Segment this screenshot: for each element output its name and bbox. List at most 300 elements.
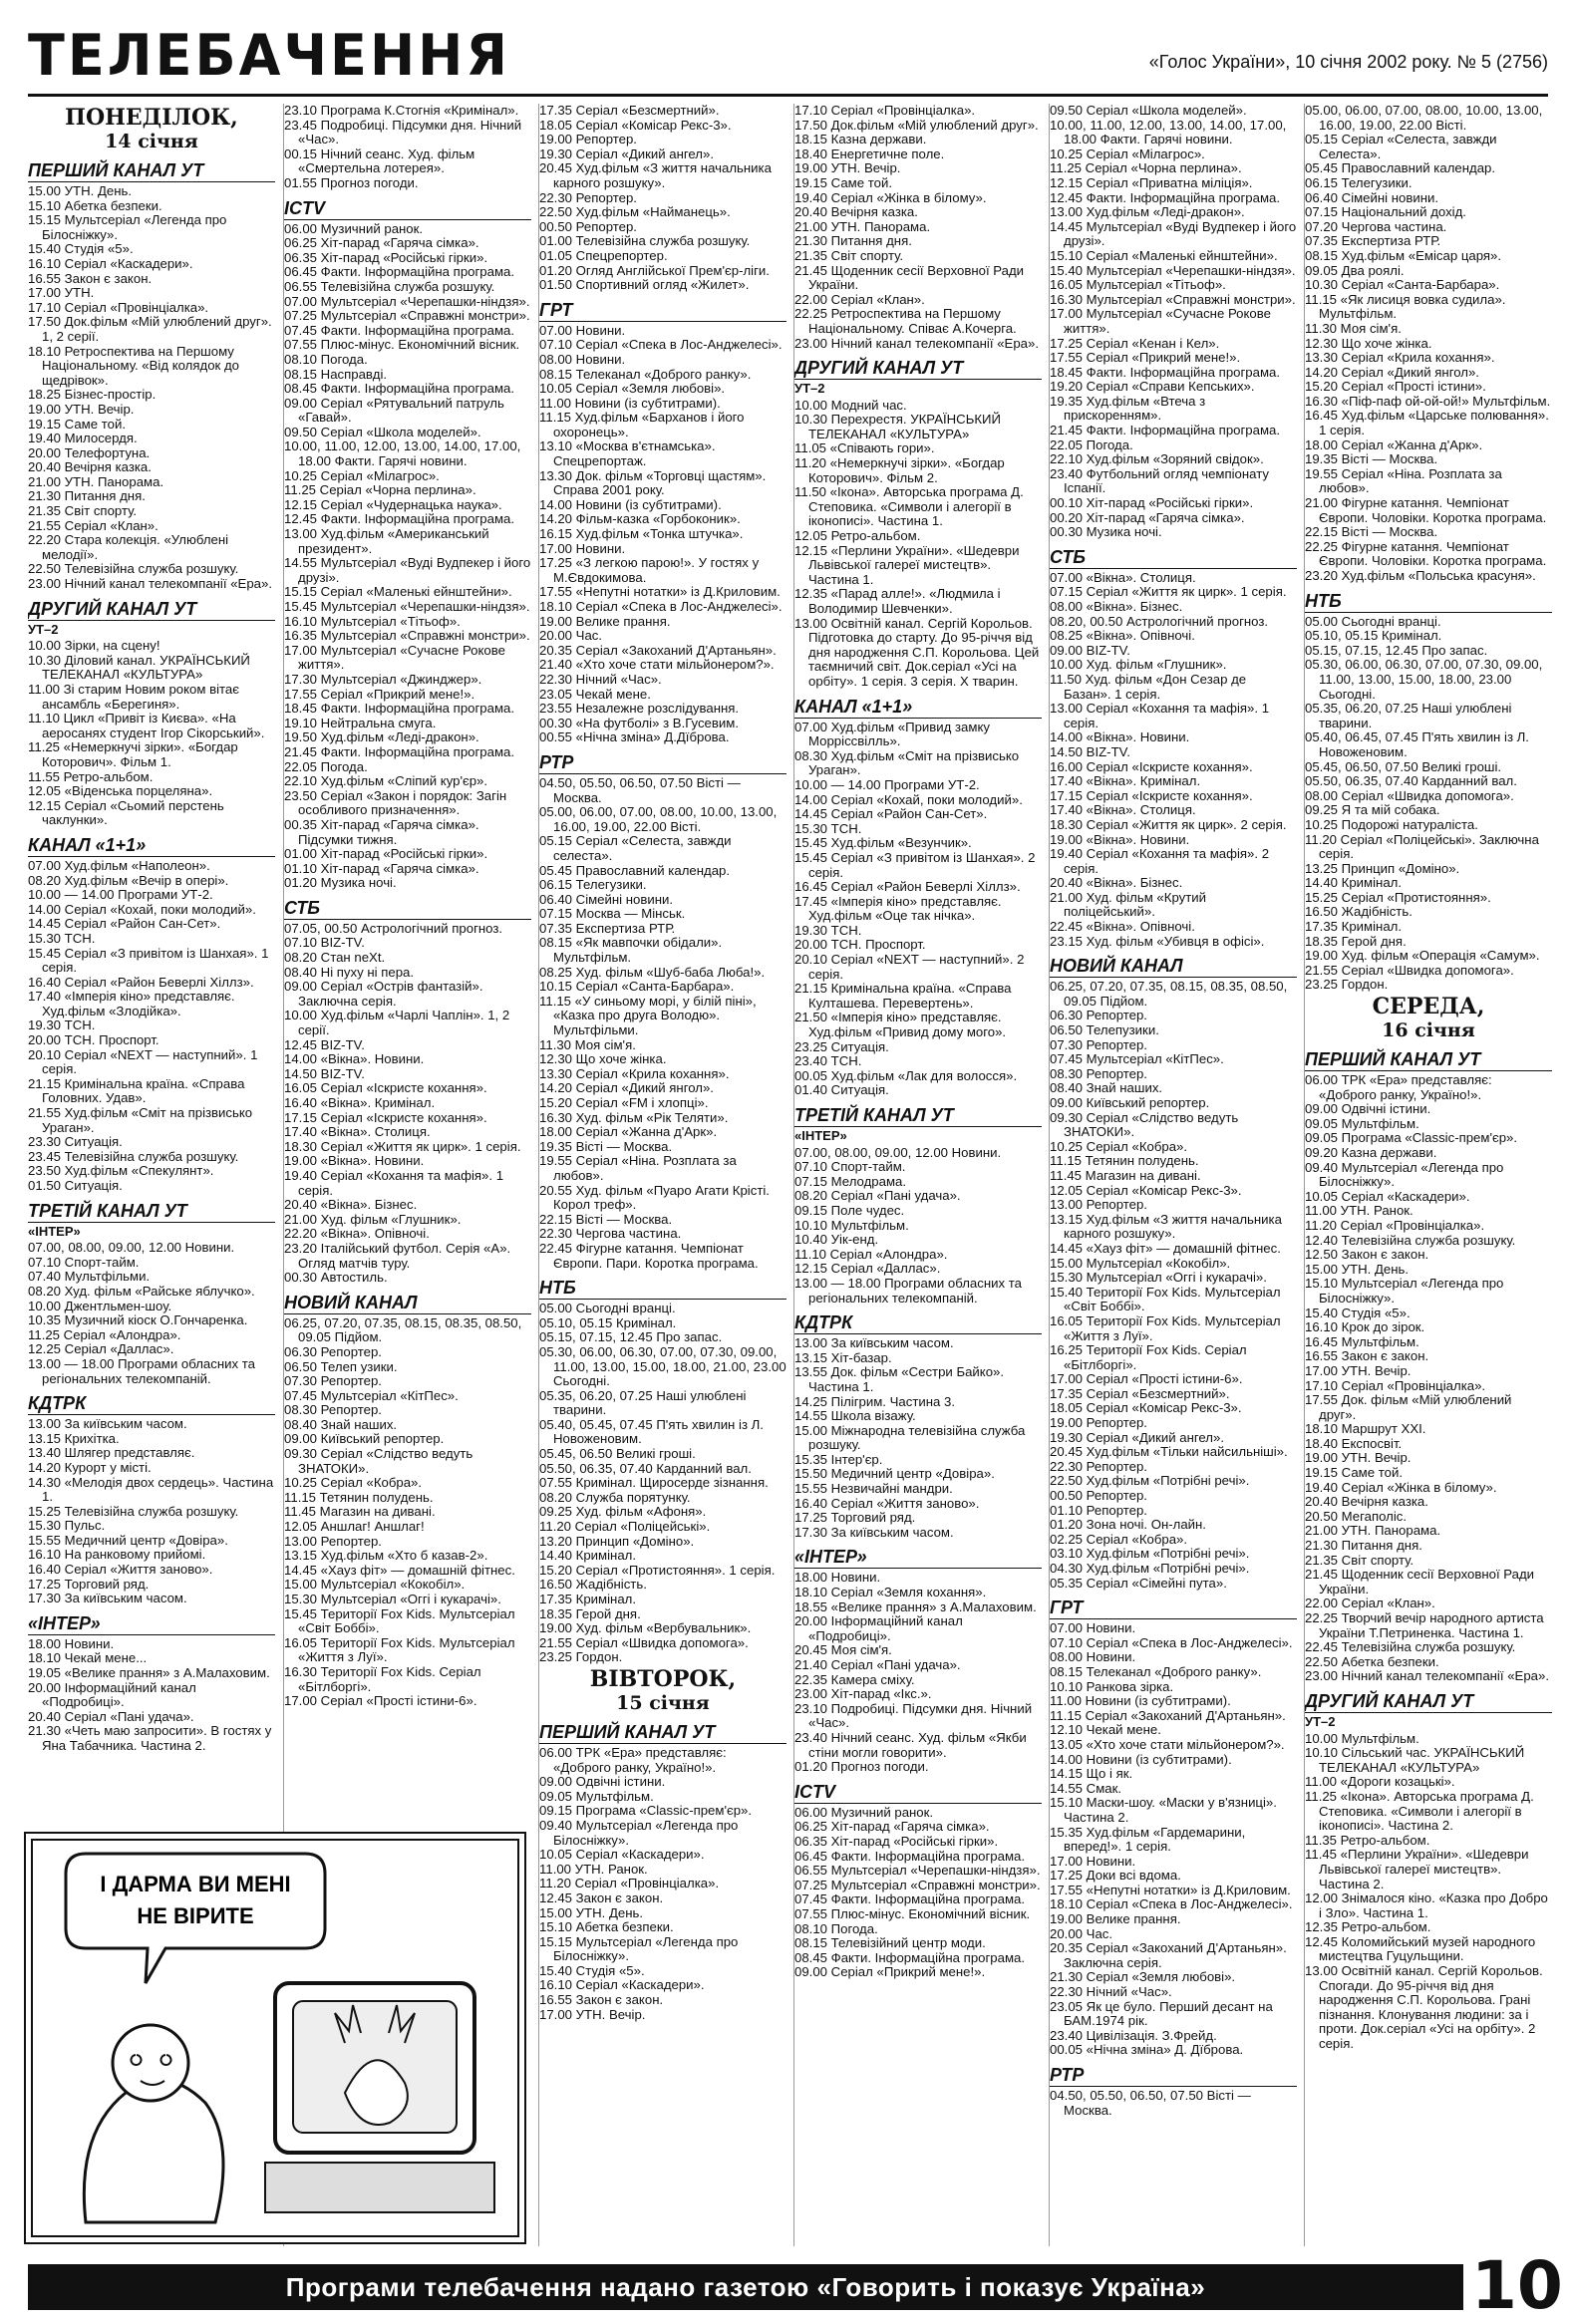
program-item: 11.20 «Немеркнучі зірки». «Богдар Которович». Фільм 2. — [794, 455, 1005, 485]
program-item: 17.40 «Імперія кіно» представляє. Худ.фільм «Злодійка». — [28, 989, 235, 1018]
program-item: 17.40 «Вікна». Кримінал. — [1050, 773, 1201, 789]
program-item: 00.50 Репортер. — [539, 218, 637, 234]
program-item: 14.00 Новини (із субтитрами). — [539, 496, 722, 512]
program-item: 01.20 Огляд Англійської Прем'єр-ліги. — [539, 262, 770, 278]
program-item: 05.15, 07.15, 12.45 Про запас. — [1305, 642, 1488, 658]
program-item: 07.35 Експертиза РТР. — [1305, 233, 1441, 249]
program-item: 09.00 Одвічні істини. — [1305, 1101, 1431, 1117]
program-item: 21.55 Худ.фільм «Сміт на прізвисько Ураган». — [28, 1105, 253, 1135]
program-item: 15.30 Мультсеріал «Оггі і кукарачі». — [284, 1592, 501, 1606]
program-item: 21.35 Світ спорту. — [1305, 1552, 1414, 1568]
program-item: 06.35 Хіт-парад «Російські гірки». — [794, 1833, 999, 1849]
program-item: 19.15 Саме той. — [794, 174, 892, 190]
program-item: 14.55 Школа візажу. — [794, 1408, 916, 1424]
program-item: 13.30 Док. фільм «Торговці щастям». Справа 2001 року. — [539, 467, 767, 498]
program-item: 23.10 Програма К.Стогнія «Кримінал». — [284, 104, 519, 118]
program-item: 04.50, 05.50, 06.50, 07.50 Вісті — Москва. — [1050, 2088, 1251, 2118]
program-item: 22.45 Фігурне катання. Чемпіонат Європи. Пари. Коротка програма. — [539, 1240, 759, 1271]
program-item: 01.00 Телевізійна служба розшуку. — [539, 233, 751, 249]
program-item: 17.00 Серіал «Прості істини-6». — [284, 1693, 477, 1709]
program-item: 15.30 Мультсеріал «Оггі і кукарачі». — [1050, 1270, 1267, 1286]
program-item: 11.45 Магазин на дивані. — [1050, 1167, 1201, 1183]
program-item: 14.00 Новини (із субтитрами). — [1050, 1751, 1232, 1767]
program-item: 11.10 Серіал «Алондра». — [794, 1246, 948, 1262]
program-item: 19.00 УТН. Вечір. — [794, 160, 901, 176]
program-item: 23.00 Хіт-парад «Ікс.». — [794, 1686, 932, 1702]
program-item: 12.15 «Перлини України». «Шедеври Львівської галереї мистецтв». Частина 1. — [794, 542, 1020, 587]
program-item: 07.45 Факти. Інформаційна програма. — [284, 322, 515, 338]
program-item: 22.10 Худ.фільм «Зоряний свідок». — [1050, 451, 1264, 467]
program-item: 22.50 Абетка безпеки. — [1305, 1653, 1439, 1669]
program-item: 08.20 Худ.фільм «Вечір в опері». — [28, 872, 229, 888]
program-item: 20.35 Серіал «Закоханий Д'Артаньян». Заключна серія. — [1050, 1940, 1287, 1970]
program-item: 16.05 Серіал «Іскристе кохання». — [284, 1080, 487, 1096]
program-item: 23.00 Нічний канал телекомпанії «Ера». — [28, 576, 272, 592]
program-item: 17.55 Серіал «Прикрий мене!». — [284, 686, 475, 702]
program-item: 19.10 Нейтральна смуга. — [284, 715, 437, 730]
program-item: 00.30 Музика ночі. — [1050, 524, 1162, 540]
program-item: 13.15 Крихітка. — [28, 1430, 120, 1446]
program-item: 06.30 Репортер. — [284, 1343, 382, 1359]
program-item: 22.05 Погода. — [1050, 436, 1133, 452]
program-item: 21.30 Питання дня. — [794, 233, 912, 249]
program-item: 11.20 Серіал «Поліцейські». Заключна серія. — [1305, 831, 1539, 862]
program-item: 09.25 Худ. фільм «Афоня». — [539, 1504, 707, 1520]
program-item: 17.30 За київським часом. — [28, 1591, 187, 1606]
channel-title: ПЕРШИЙ КАНАЛ УТ — [539, 1721, 786, 1744]
program-item: 05.45 Православний календар. — [539, 862, 731, 878]
program-item: 15.10 Серіал «Маленькі ейнштейни». — [1050, 247, 1278, 263]
program-item: 11.00 Новини (із субтитрами). — [539, 395, 721, 411]
program-item: 13.00 Репортер. — [284, 1533, 382, 1549]
program-item: 13.00 — 18.00 Програми обласних та регіональних телекомпаній. — [28, 1355, 255, 1386]
program-item: 10.25 Серіал «Мілагрос». — [1050, 145, 1205, 161]
program-item: 22.25 Творчий вечір народного артиста України Т.Петриненка. Частина 1. — [1305, 1610, 1544, 1640]
program-item: 19.00 Велике прання. — [539, 613, 671, 629]
program-item: 17.00 УТН. Вечір. — [539, 2006, 646, 2022]
program-item: 00.50 Репортер. — [1050, 1488, 1147, 1504]
program-item: 16.25 Території Fox Kids. Серіал «Бітлборгі». — [1050, 1342, 1247, 1372]
column-5 — [1049, 104, 1297, 2246]
channel-title: СТБ — [284, 897, 531, 920]
program-item: 22.25 Фігурне катання. Чемпіонат Європи. Чоловіки. Коротка програма. — [1305, 538, 1547, 569]
program-item: 14.45 «Хауз фіт» — домашній фітнес. — [284, 1562, 515, 1578]
program-item: 20.40 Серіал «Пані удача». — [28, 1708, 194, 1724]
program-item: 15.35 Інтер'єр. — [794, 1451, 883, 1467]
program-item: 07.00 «Вікна». Столиця. — [1050, 569, 1196, 585]
channel-subtitle: «ІНТЕР» — [794, 1128, 847, 1143]
program-item: 05.00 Сьогодні вранці. — [1305, 613, 1441, 629]
program-item: 16.30 Мультсеріал «Справжні монстри». — [1050, 291, 1296, 307]
program-item: 01.10 Хіт-парад «Гаряча сімка». — [284, 860, 479, 876]
program-item: 14.45 Мультсеріал «Вуді Вудпекер і його друзі». — [1050, 218, 1297, 249]
program-item: 00.10 Хіт-парад «Російські гірки». — [1050, 495, 1254, 511]
program-item: 06.00 Музичний ранок. — [284, 220, 424, 236]
program-item: 15.20 Серіал «FM і хлопці». — [539, 1095, 709, 1110]
program-item: 16.30 Території Fox Kids. Серіал «Бітлборгі». — [284, 1663, 481, 1694]
program-item: 08.40 Знай наших. — [1050, 1080, 1163, 1096]
program-item: 05.30, 06.00, 06.30, 07.00, 07.30, 09.00, 11.00, 13.00, 15.00, 18.00, 23.00 Сьогодні. — [1305, 657, 1543, 702]
program-item: 10.00 Худ.фільм «Чарлі Чаплін». 1, 2 серії. — [284, 1008, 510, 1038]
program-item: 01.50 Ситуація. — [28, 1178, 123, 1193]
program-item: 17.10 Серіал «Провінціалка». — [794, 104, 976, 118]
program-item: 15.00 Мультсеріал «Кокобіл». — [1050, 1255, 1231, 1271]
program-item: 20.45 Моя сім'я. — [794, 1642, 892, 1658]
program-item: 16.30 Худ. фільм «Рік Теляти». — [539, 1109, 729, 1125]
program-item: 01.00 Хіт-парад «Російські гірки». — [284, 846, 488, 862]
program-item: 11.30 Моя сім'я. — [1305, 320, 1402, 336]
program-item: 05.15 Серіал «Селеста, завжди Селеста». — [1305, 132, 1497, 161]
program-item: 21.30 Питання дня. — [1305, 1538, 1422, 1554]
program-item: 08.15 «Як мавпочки обідали». Мультфільм. — [539, 935, 723, 966]
program-item: 08.15 Телевізійний центр моди. — [794, 1935, 986, 1951]
program-item: 16.15 Худ.фільм «Тонка штучка». — [539, 526, 744, 542]
channel-subtitle: УТ–2 — [1305, 1713, 1336, 1729]
program-item: 22.30 Нічний «Час». — [539, 671, 662, 687]
program-item: 18.05 Серіал «Комісар Рекс-3». — [539, 117, 732, 133]
program-item: 00.30 Автостиль. — [284, 1270, 388, 1286]
program-item: 13.10 «Москва в'єтнамська». Спецрепортаж. — [539, 438, 716, 469]
day-date: 16 січня — [1382, 1019, 1475, 1042]
program-item: 12.45 Факти. Інформаційна програма. — [284, 511, 515, 527]
channel-title: ДРУГИЙ КАНАЛ УТ — [1305, 1690, 1552, 1713]
program-item: 07.15 Москва — Мінськ. — [539, 906, 686, 922]
channel-title: ТРЕТІЙ КАНАЛ УТ — [28, 1200, 275, 1223]
program-item: 12.05 Серіал «Комісар Рекс-3». — [1050, 1182, 1242, 1198]
program-item: 09.00 Київський репортер. — [284, 1431, 445, 1447]
program-item: 05.45 Православний календар. — [1305, 160, 1496, 176]
program-item: 15.55 Медичний центр «Довіра». — [28, 1532, 228, 1548]
program-item: 12.30 Що хоче жінка. — [539, 1051, 667, 1067]
program-item: 19.20 Серіал «Справи Кепських». — [1050, 379, 1255, 395]
program-item: 13.20 Принцип «Доміно». — [539, 1533, 695, 1549]
program-item: 15.40 Мультсеріал «Черепашки-ніндзя». — [1050, 262, 1296, 278]
program-item: 11.45 Магазин на дивані. — [284, 1504, 436, 1520]
program-item: 06.40 Сімейні новини. — [1305, 189, 1439, 205]
program-item: 23.45 Телевізійна служба розшуку. — [28, 1148, 239, 1164]
program-item: 16.45 Серіал «Район Беверлі Хіллз». — [794, 879, 1021, 895]
program-item: 07.30 Репортер. — [284, 1373, 382, 1389]
program-item: 15.55 Незвичайні мандри. — [794, 1481, 953, 1497]
program-item: 08.15 Телеканал «Доброго ранку». — [1050, 1663, 1262, 1679]
program-item: 11.15 «Як лисиця вовка судила». Мультфільм. — [1305, 291, 1506, 322]
program-item: 23.30 Ситуація. — [28, 1134, 123, 1150]
program-item: 12.05 Ретро-альбом. — [794, 528, 921, 544]
program-item: 13.25 Принцип «Доміно». — [1305, 860, 1460, 876]
program-item: 09.00 Одвічні істини. — [539, 1774, 666, 1790]
program-item: 14.00 Серіал «Кохай, поки молодий». — [28, 901, 256, 917]
program-item: 13.00 За київським часом. — [28, 1416, 187, 1432]
channel-title: КАНАЛ «1+1» — [28, 834, 275, 857]
program-item: 21.55 Серіал «Швидка допомога». — [1305, 962, 1514, 978]
program-item: 16.05 Території Fox Kids. Мультсеріал «Життя з Луї». — [284, 1634, 515, 1665]
program-item: 17.55 Док. фільм «Мій улюблений друг». — [1305, 1392, 1512, 1422]
program-item: 14.00 «Вікна». Новини. — [284, 1051, 425, 1067]
channel-subtitle: «ІНТЕР» — [28, 1223, 81, 1239]
program-item: 23.40 Футбольний огляд чемпіонату Іспанії. — [1050, 465, 1270, 496]
program-item: 22.00 Серіал «Клан». — [1305, 1596, 1435, 1611]
channel-title: ГРТ — [1050, 1597, 1297, 1619]
program-item: 18.10 Маршрут XXI. — [1305, 1421, 1426, 1437]
program-item: 12.05 «Віденська порцеляна». — [28, 783, 213, 799]
program-item: 18.00 Серіал «Жанна д'Арк». — [539, 1124, 718, 1140]
program-item: 13.00 Худ.фільм «Американський президент». — [284, 526, 489, 556]
program-item: 06.00 ТРК «Ера» представляє: «Доброго ранку, Україно!». — [1305, 1072, 1492, 1102]
program-item: 18.30 Серіал «Життя як цирк». 1 серія. — [284, 1138, 521, 1154]
program-item: 15.40 Студія «5». — [28, 241, 134, 257]
program-item: 13.00 Репортер. — [1050, 1197, 1147, 1213]
program-item: 08.45 Факти. Інформаційна програма. — [794, 1949, 1026, 1965]
program-item: 21.45 Щоденник сесії Верховної Ради України. — [794, 262, 1025, 293]
program-item: 14.45 Серіал «Район Сан-Сет». — [794, 806, 988, 822]
program-item: 03.10 Худ.фільм «Потрібні речі». — [1050, 1546, 1250, 1562]
program-item: 19.55 Серіал «Ніна. Розплата за любов». — [539, 1153, 737, 1183]
program-item: 06.15 Телегузики. — [1305, 174, 1413, 190]
program-item: 07.00 Худ.фільм «Привид замку Морріссвілль». — [794, 719, 990, 749]
program-item: 08.15 Телеканал «Доброго ранку». — [539, 366, 752, 382]
program-item: 16.40 «Вікна». Кримінал. — [284, 1095, 436, 1110]
program-item: 18.55 «Велике прання» з А.Малаховим. — [794, 1598, 1037, 1614]
program-item: 14.00 «Вікна». Новини. — [1050, 729, 1190, 745]
program-item: 17.00 Новини. — [1050, 1853, 1136, 1869]
program-item: 00.15 Нічний сеанс. Худ. фільм «Смертельна лотерея». — [284, 145, 475, 176]
program-item: 18.10 Ретроспектива на Першому Національному. «Від колядок до щедрівок». — [28, 343, 239, 388]
program-item: 14.40 Кримінал. — [1305, 875, 1403, 891]
program-item: 11.50 Худ. фільм «Дон Сезар де Базан». 1 серія. — [1050, 671, 1247, 702]
program-item: 09.05 Два роялі. — [1305, 262, 1405, 278]
program-item: 11.20 Серіал «Поліцейські». — [539, 1519, 711, 1535]
program-item: 20.40 Вечірня казка. — [28, 459, 152, 475]
program-item: 12.50 Закон є закон. — [1305, 1247, 1429, 1263]
program-item: 06.25 Хіт-парад «Гаряча сімка». — [284, 235, 479, 251]
program-item: 17.50 Док.фільм «Мій улюблений друг». — [794, 117, 1039, 133]
program-item: 20.40 «Вікна». Бізнес. — [284, 1197, 418, 1213]
program-item: 02.25 Серіал «Кобра». — [1050, 1531, 1188, 1547]
program-item: 08.40 Знай наших. — [284, 1416, 398, 1432]
program-item: 20.00 ТСН. Проспорт. — [28, 1032, 159, 1048]
program-item: 15.45 Худ.фільм «Везунчик». — [794, 835, 972, 851]
program-item: 18.00 Новини. — [794, 1570, 881, 1586]
program-item: 05.40, 06.45, 07.45 П'ять хвилин із Л. Новоженовим. — [1305, 729, 1529, 759]
channel-subtitle: УТ–2 — [794, 381, 825, 397]
program-item: 17.45 «Імперія кіно» представляє. Худ.фільм «Оце так нічка». — [794, 893, 1002, 924]
program-item: 05.40, 05.45, 07.45 П'ять хвилин із Л. Новоженовим. — [539, 1416, 764, 1447]
program-item: 09.15 Програма «Classic-прем'єр». — [539, 1803, 753, 1819]
program-item: 05.50, 06.35, 07.40 Карданний вал. — [1305, 773, 1517, 789]
program-item: 15.45 Мультсеріал «Черепашки-ніндзя». — [284, 599, 530, 614]
program-item: 19.35 Худ.фільм «Втеча з прискоренням». — [1050, 393, 1206, 424]
program-item: 17.25 Торговий ряд. — [794, 1510, 916, 1526]
program-item: 10.35 Музичний кіоск О.Гончаренка. — [28, 1312, 248, 1328]
program-item: 19.15 Саме той. — [1305, 1465, 1403, 1481]
program-item: 18.35 Герой дня. — [539, 1605, 641, 1621]
program-item: 00.20 Хіт-парад «Гаряча сімка». — [1050, 509, 1245, 525]
program-item: 14.50 BIZ-TV. — [1050, 743, 1130, 759]
program-item: 01.55 Прогноз погоди. — [284, 174, 419, 190]
cartoon-speech-line-2: НЕ ВІРИТЕ — [137, 1903, 254, 1928]
program-item: 20.00 Телефортуна. — [28, 444, 151, 460]
program-item: 08.30 Репортер. — [284, 1402, 382, 1418]
program-item: 18.30 Серіал «Життя як цирк». 2 серія. — [1050, 816, 1287, 832]
program-item: 12.30 Що хоче жінка. — [1305, 335, 1432, 351]
cartoon-drawing — [26, 1834, 524, 2242]
program-item: 17.30 За київським часом. — [794, 1524, 954, 1540]
channel-title: ICTV — [284, 197, 531, 220]
program-item: 16.55 Закон є закон. — [1305, 1348, 1429, 1364]
program-item: 09.00 Серіал «Острів фантазій». Заключна серія. — [284, 979, 483, 1009]
program-item: 11.15 Тетянин полудень. — [1050, 1153, 1199, 1169]
program-item: 14.55 Смак. — [1050, 1780, 1122, 1796]
program-item: 00.05 «Нічна зміна» Д. Дїброва. — [1050, 2042, 1244, 2058]
program-item: 11.15 Тетянин полудень. — [284, 1489, 434, 1505]
program-item: 09.30 Серіал «Слідство ведуть ЗНАТОКИ». — [1050, 1109, 1239, 1140]
program-item: 08.40 Ні пуху ні пера. — [284, 964, 415, 980]
program-item: 17.40 «Вікна». Столиця. — [284, 1124, 431, 1140]
program-item: 10.00 — 14.00 Програми УТ-2. — [28, 887, 213, 903]
column-4 — [793, 104, 1042, 2246]
program-item: 21.00 Худ. фільм «Глушник». — [284, 1211, 462, 1227]
program-item: 12.45 Закон є закон. — [539, 1889, 664, 1905]
program-item: 23.05 Як це було. Перший десант на БАМ.1974 рік. — [1050, 1998, 1273, 2029]
column-3 — [538, 104, 786, 2246]
program-item: 00.30 «На футболі» з В.Гусевим. — [539, 715, 739, 730]
program-item: 11.55 Ретро-альбом. — [28, 768, 154, 784]
program-item: 05.45, 06.50, 07.50 Великі гроші. — [1305, 758, 1502, 774]
program-item: 16.40 Серіал «Життя заново». — [28, 1562, 213, 1578]
program-item: 19.35 Вісті — Москва. — [1305, 451, 1438, 467]
program-item: 18.40 Енергетичне поле. — [794, 145, 945, 161]
program-item: 20.10 Серіал «NEXT — наступний». 1 серія. — [28, 1046, 258, 1077]
program-item: 10.10 Ранкова зірка. — [1050, 1678, 1174, 1694]
program-item: 20.40 «Вікна». Бізнес. — [1050, 875, 1183, 891]
day-heading — [539, 1667, 786, 1715]
program-item: 18.10 Серіал «Спека в Лос-Анджелесі». — [1050, 1896, 1293, 1912]
program-item: 18.15 Казна держави. — [794, 132, 927, 147]
program-item: 17.35 Серіал «Безсмертний». — [1050, 1385, 1230, 1401]
program-item: 09.40 Мультсеріал «Легенда про Білосніжку». — [539, 1817, 739, 1848]
program-item: 09.00 Серіал «Рятувальний патруль «Гавай». — [284, 395, 504, 426]
program-item: 22.15 Вісті — Москва. — [1305, 524, 1438, 540]
program-item: 14.25 Пілігрим. Частина 3. — [794, 1393, 956, 1409]
program-item: 10.05 Серіал «Земля любові». — [539, 381, 726, 397]
program-item: 15.40 Студія «5». — [1305, 1305, 1411, 1320]
program-item: 15.10 Маски-шоу. «Маски у в'язниці». Частина 2. — [1050, 1795, 1277, 1825]
program-item: 13.00 Серіал «Кохання та мафія». 1 серія. — [1050, 701, 1270, 730]
program-item: 20.00 Інформаційний канал «Подробиці». — [794, 1613, 963, 1643]
program-item: 15.45 Серіал «З привітом із Шанхая». 2 серія. — [794, 849, 1036, 880]
program-item: 23.00 Нічний канал телекомпанії «Ера». — [794, 335, 1039, 351]
program-item: 07.00 Новини. — [539, 322, 626, 338]
program-item: 11.00 Новини (із субтитрами). — [1050, 1693, 1231, 1709]
channel-title: НТБ — [539, 1277, 786, 1300]
program-item: 22.50 Худ.фільм «Найманець». — [539, 204, 731, 220]
program-item: 23.00 Нічний канал телекомпанії «Ера». — [1305, 1668, 1549, 1684]
program-item: 11.00 УТН. Ранок. — [1305, 1203, 1413, 1219]
program-item: 23.25 Гордон. — [1305, 977, 1389, 993]
footer-banner: Програми телебачення надано газетою «Говорить і показує Україна» — [28, 2264, 1463, 2310]
program-item: 13.15 Худ.фільм «З життя начальника карного розшуку». — [1050, 1211, 1282, 1242]
program-item: 23.10 Подробиці. Підсумки дня. Нічний «Час». — [794, 1700, 1033, 1731]
program-item: 09.15 Поле чудес. — [794, 1202, 905, 1218]
program-item: 17.00 УТН. — [28, 285, 95, 301]
program-item: 21.30 Серіал «Земля любові». — [1050, 1969, 1236, 1985]
program-item: 20.45 Худ.фільм «Тільки найсильніші». — [1050, 1444, 1288, 1460]
program-item: 21.15 Кримінальна країна. «Справа Головних. Удав». — [28, 1075, 245, 1106]
program-item: 10.00 Джентльмен-шоу. — [28, 1298, 172, 1313]
program-item: 15.10 Абетка безпеки. — [539, 1919, 674, 1935]
program-item: 12.45 Факти. Інформаційна програма. — [1050, 189, 1281, 205]
day-date: 14 січня — [105, 131, 198, 152]
program-item: 10.40 Уік-енд. — [794, 1232, 879, 1248]
program-item: 13.30 Серіал «Крила кохання». — [539, 1065, 730, 1081]
program-item: 07.45 Факти. Інформаційна програма. — [794, 1891, 1026, 1907]
program-item: 05.00, 06.00, 07.00, 08.00, 10.00, 13.00, 16.00, 19.00, 22.00 Вісті. — [1305, 104, 1543, 133]
program-item: 07.25 Мультсеріал «Справжні монстри». — [794, 1877, 1041, 1892]
program-item: 08.15 Насправді. — [284, 366, 388, 382]
program-item: 17.30 Мультсеріал «Джинджер». — [284, 671, 482, 687]
program-item: 06.25 Хіт-парад «Гаряча сімка». — [794, 1819, 990, 1835]
program-item: 21.15 Кримінальна країна. «Справа Култашева. Перевертень». — [794, 981, 1012, 1011]
program-item: 17.55 «Непутні нотатки» із Д.Криловим. — [539, 584, 781, 600]
program-item: 18.40 Експосвіт. — [1305, 1435, 1403, 1451]
channel-title: НТБ — [1305, 590, 1552, 613]
program-item: 21.45 Факти. Інформаційна програма. — [284, 743, 515, 759]
program-item: 07.40 Мультфільми. — [28, 1269, 151, 1285]
program-item: 08.10 Погода. — [284, 351, 368, 367]
program-item: 09.00 BIZ-TV. — [1050, 642, 1130, 658]
program-item: 19.00 Худ. фільм «Вербувальник». — [539, 1620, 752, 1636]
program-item: 06.40 Сімейні новини. — [539, 891, 674, 907]
program-item: 12.45 BIZ-TV. — [284, 1036, 365, 1052]
program-item: 17.00 Новини. — [539, 540, 626, 556]
program-item: 10.30 Діловий канал. УКРАЇНСЬКИЙ ТЕЛЕКАНАЛ «КУЛЬТУРА» — [28, 652, 250, 683]
program-item: 22.45 «Вікна». Опівночі. — [1050, 919, 1195, 935]
program-item: 11.25 Серіал «Алондра». — [28, 1326, 181, 1342]
program-item: 08.00 Серіал «Швидка допомога». — [1305, 787, 1514, 803]
program-item: 16.30 «Піф-паф ой-ой-ой!» Мультфільм. — [1305, 393, 1551, 409]
program-item: 13.05 «Хто хоче стати мільйонером?». — [1050, 1736, 1285, 1752]
masthead — [28, 22, 1548, 89]
program-item: 22.30 Репортер. — [1050, 1458, 1147, 1474]
program-item: 16.10 Серіал «Каскадери». — [539, 1977, 705, 1993]
program-item: 16.45 Худ.фільм «Царське полювання». 1 серія. — [1305, 408, 1549, 438]
program-item: 09.30 Серіал «Слідство ведуть ЗНАТОКИ». — [284, 1446, 473, 1476]
channel-title: НОВИЙ КАНАЛ — [284, 1292, 531, 1314]
day-weekday: ПОНЕДІЛОК, — [65, 105, 238, 131]
program-item: 12.15 Серіал «Чудернацька наука». — [284, 496, 502, 512]
program-item: 15.30 Пульс. — [28, 1518, 106, 1534]
program-item: 13.00 — 18.00 Програми обласних та регіональних телекомпаній. — [794, 1275, 1022, 1306]
program-item: 14.45 Серіал «Район Сан-Сет». — [28, 916, 221, 932]
program-item: 22.15 Вісті — Москва. — [539, 1211, 673, 1227]
program-item: 10.00 Модний час. — [794, 397, 907, 413]
program-item: 21.00 УТН. Панорама. — [1305, 1523, 1441, 1539]
program-item: 15.50 Медичний центр «Довіра». — [794, 1466, 995, 1482]
channel-title: ГРТ — [539, 299, 786, 322]
program-item: 20.40 Вечірня казка. — [794, 204, 918, 220]
program-item: 07.45 Мультсеріал «КітПес». — [284, 1387, 459, 1403]
program-item: 19.00 «Вікна». Новини. — [284, 1153, 425, 1169]
program-item: 15.45 Серіал «З привітом із Шанхая». 1 серія. — [28, 945, 269, 976]
program-item: 22.35 Камера сміху. — [794, 1671, 915, 1687]
program-item: 06.55 Мультсеріал «Черепашки-ніндзя». — [794, 1863, 1041, 1879]
program-item: 16.50 Жадібність. — [1305, 904, 1413, 920]
program-item: 09.50 Серіал «Школа моделей». — [1050, 104, 1247, 118]
program-item: 11.10 Цикл «Привіт із Києва». «На аеросанях студент Ігор Сікорський». — [28, 711, 265, 740]
program-item: 11.00 УТН. Ранок. — [539, 1861, 648, 1877]
program-item: 21.55 Серіал «Клан». — [28, 517, 158, 533]
day-weekday: СЕРЕДА, — [1372, 994, 1485, 1020]
